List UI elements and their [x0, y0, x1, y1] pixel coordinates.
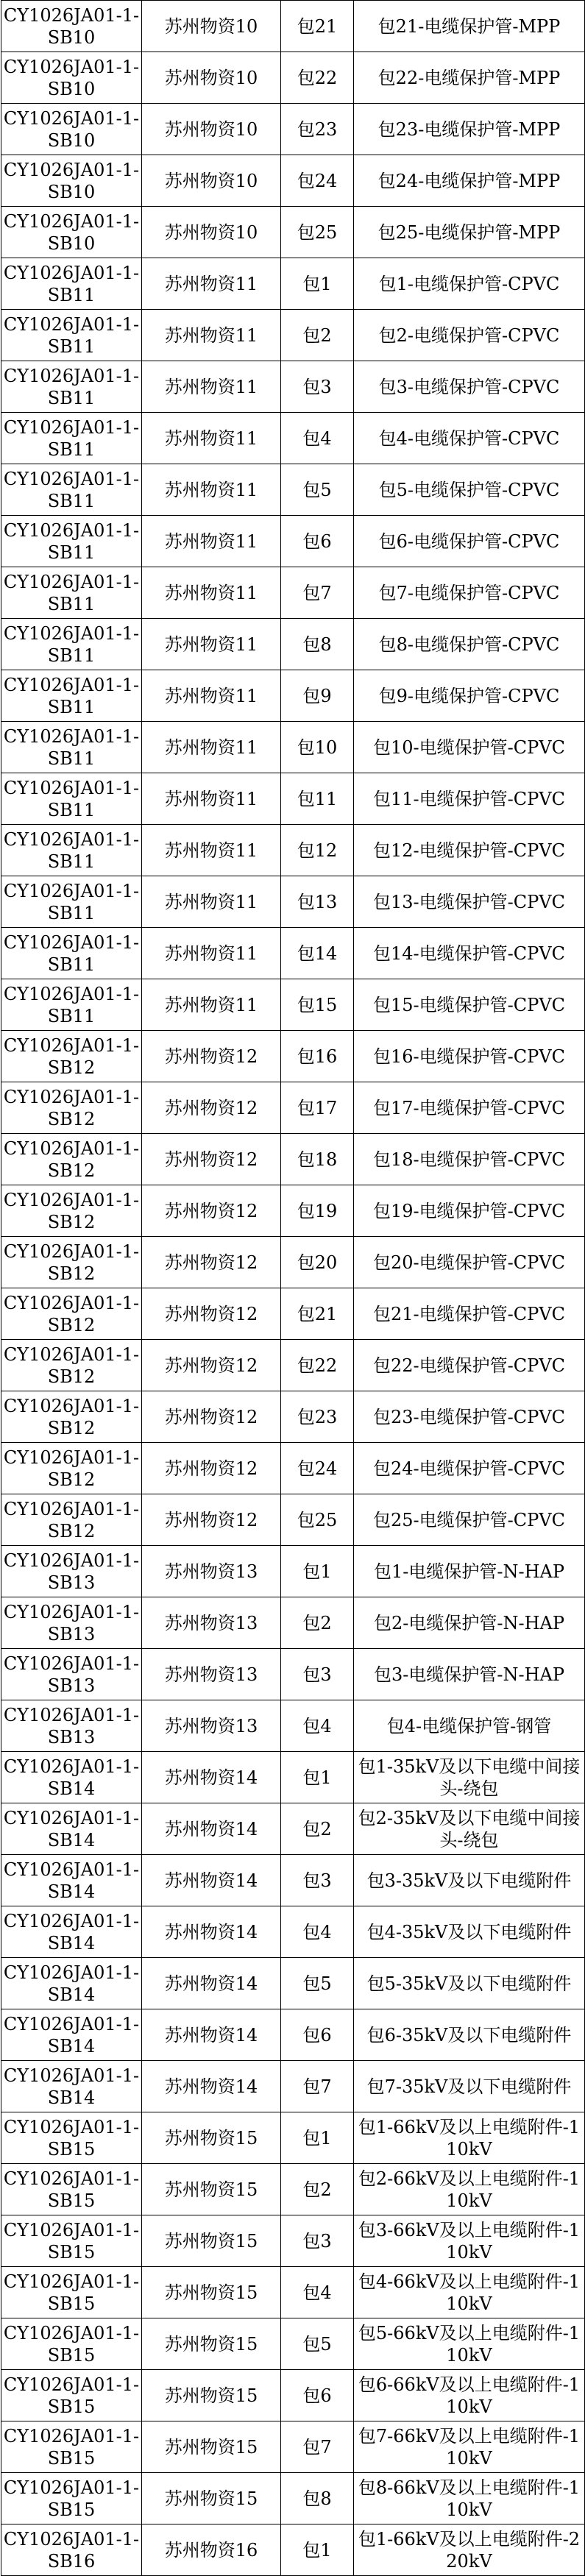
project-code-cell: CY1026JA01-1-SB12 — [1, 1494, 142, 1546]
supplier-name-cell: 苏州物资11 — [142, 928, 281, 979]
project-code-cell: CY1026JA01-1-SB11 — [1, 928, 142, 979]
project-code-cell: CY1026JA01-1-SB11 — [1, 310, 142, 361]
package-number-cell: 包1 — [281, 1546, 354, 1597]
package-number-cell: 包16 — [281, 1031, 354, 1082]
supplier-name-cell: 苏州物资12 — [142, 1340, 281, 1391]
package-description-cell: 包1-电缆保护管-N-HAP — [354, 1546, 585, 1597]
package-description-cell: 包6-电缆保护管-CPVC — [354, 516, 585, 567]
package-description-cell: 包12-电缆保护管-CPVC — [354, 825, 585, 876]
supplier-name-cell: 苏州物资12 — [142, 1237, 281, 1288]
project-code-cell: CY1026JA01-1-SB11 — [1, 876, 142, 928]
project-code-cell: CY1026JA01-1-SB10 — [1, 104, 142, 155]
supplier-name-cell: 苏州物资11 — [142, 670, 281, 722]
supplier-name-cell: 苏州物资11 — [142, 567, 281, 619]
package-description-cell: 包1-66kV及以上电缆附件-220kV — [354, 2524, 585, 2576]
table-row — [1, 876, 585, 928]
package-number-cell: 包1 — [281, 2112, 354, 2164]
package-number-cell: 包23 — [281, 1391, 354, 1443]
package-description-cell: 包15-电缆保护管-CPVC — [354, 979, 585, 1031]
supplier-name-cell: 苏州物资15 — [142, 2370, 281, 2421]
package-number-cell: 包2 — [281, 1803, 354, 1855]
project-code-cell: CY1026JA01-1-SB10 — [1, 52, 142, 104]
supplier-name-cell: 苏州物资11 — [142, 979, 281, 1031]
package-description-cell: 包10-电缆保护管-CPVC — [354, 722, 585, 773]
package-description-cell: 包14-电缆保护管-CPVC — [354, 928, 585, 979]
package-number-cell: 包10 — [281, 722, 354, 773]
package-description-cell: 包4-35kV及以下电缆附件 — [354, 1906, 585, 1958]
table-row — [1, 1031, 585, 1082]
supplier-name-cell: 苏州物资10 — [142, 104, 281, 155]
package-number-cell: 包13 — [281, 876, 354, 928]
table-row — [1, 516, 585, 567]
table-row — [1, 1803, 585, 1855]
table-row — [1, 2524, 585, 2576]
package-description-cell: 包2-66kV及以上电缆附件-110kV — [354, 2164, 585, 2215]
project-code-cell: CY1026JA01-1-SB12 — [1, 1288, 142, 1340]
package-number-cell: 包7 — [281, 2421, 354, 2473]
supplier-name-cell: 苏州物资11 — [142, 516, 281, 567]
table-row — [1, 207, 585, 258]
supplier-name-cell: 苏州物资14 — [142, 1803, 281, 1855]
table-row — [1, 310, 585, 361]
project-code-cell: CY1026JA01-1-SB12 — [1, 1391, 142, 1443]
project-code-cell: CY1026JA01-1-SB15 — [1, 2370, 142, 2421]
package-number-cell: 包6 — [281, 2370, 354, 2421]
package-description-cell: 包4-电缆保护管-CPVC — [354, 413, 585, 464]
table-row — [1, 1288, 585, 1340]
package-description-cell: 包2-35kV及以下电缆中间接头-绕包 — [354, 1803, 585, 1855]
table-row — [1, 2164, 585, 2215]
project-code-cell: CY1026JA01-1-SB12 — [1, 1082, 142, 1134]
supplier-name-cell: 苏州物资15 — [142, 2473, 281, 2524]
package-description-cell: 包8-电缆保护管-CPVC — [354, 619, 585, 670]
project-code-cell: CY1026JA01-1-SB11 — [1, 979, 142, 1031]
table-row — [1, 2318, 585, 2370]
table-row — [1, 2061, 585, 2112]
package-description-cell: 包3-电缆保护管-CPVC — [354, 361, 585, 413]
project-code-cell: CY1026JA01-1-SB15 — [1, 2215, 142, 2267]
supplier-name-cell: 苏州物资11 — [142, 876, 281, 928]
table-row — [1, 1546, 585, 1597]
package-description-cell: 包24-电缆保护管-MPP — [354, 155, 585, 207]
table-body — [1, 1, 585, 2576]
package-number-cell: 包25 — [281, 1494, 354, 1546]
package-description-cell: 包3-电缆保护管-N-HAP — [354, 1649, 585, 1700]
table-row — [1, 1958, 585, 2009]
package-number-cell: 包23 — [281, 104, 354, 155]
supplier-name-cell: 苏州物资15 — [142, 2215, 281, 2267]
project-code-cell: CY1026JA01-1-SB14 — [1, 1803, 142, 1855]
project-code-cell: CY1026JA01-1-SB11 — [1, 619, 142, 670]
supplier-name-cell: 苏州物资11 — [142, 722, 281, 773]
package-number-cell: 包11 — [281, 773, 354, 825]
project-code-cell: CY1026JA01-1-SB13 — [1, 1649, 142, 1700]
table-row — [1, 2370, 585, 2421]
project-code-cell: CY1026JA01-1-SB15 — [1, 2164, 142, 2215]
package-number-cell: 包4 — [281, 1906, 354, 1958]
table-row — [1, 722, 585, 773]
supplier-name-cell: 苏州物资12 — [142, 1443, 281, 1494]
project-code-cell: CY1026JA01-1-SB11 — [1, 464, 142, 516]
project-code-cell: CY1026JA01-1-SB10 — [1, 155, 142, 207]
project-code-cell: CY1026JA01-1-SB12 — [1, 1443, 142, 1494]
package-number-cell: 包3 — [281, 361, 354, 413]
project-code-cell: CY1026JA01-1-SB12 — [1, 1134, 142, 1185]
table-row — [1, 1649, 585, 1700]
package-description-cell: 包7-66kV及以上电缆附件-110kV — [354, 2421, 585, 2473]
package-description-cell: 包5-电缆保护管-CPVC — [354, 464, 585, 516]
table-row — [1, 104, 585, 155]
package-number-cell: 包25 — [281, 207, 354, 258]
table-row — [1, 825, 585, 876]
package-number-cell: 包7 — [281, 567, 354, 619]
project-code-cell: CY1026JA01-1-SB14 — [1, 2061, 142, 2112]
package-description-cell: 包5-66kV及以上电缆附件-110kV — [354, 2318, 585, 2370]
package-description-cell: 包16-电缆保护管-CPVC — [354, 1031, 585, 1082]
package-number-cell: 包4 — [281, 413, 354, 464]
package-number-cell: 包21 — [281, 1, 354, 52]
package-number-cell: 包4 — [281, 2267, 354, 2318]
package-number-cell: 包6 — [281, 2009, 354, 2061]
project-code-cell: CY1026JA01-1-SB12 — [1, 1031, 142, 1082]
package-description-cell: 包3-35kV及以下电缆附件 — [354, 1855, 585, 1906]
project-code-cell: CY1026JA01-1-SB14 — [1, 2009, 142, 2061]
supplier-name-cell: 苏州物资11 — [142, 619, 281, 670]
supplier-name-cell: 苏州物资12 — [142, 1082, 281, 1134]
table-row — [1, 670, 585, 722]
package-number-cell: 包8 — [281, 619, 354, 670]
supplier-name-cell: 苏州物资16 — [142, 2524, 281, 2576]
table-row — [1, 979, 585, 1031]
package-number-cell: 包3 — [281, 1855, 354, 1906]
package-number-cell: 包18 — [281, 1134, 354, 1185]
supplier-name-cell: 苏州物资14 — [142, 2061, 281, 2112]
supplier-name-cell: 苏州物资11 — [142, 258, 281, 310]
package-number-cell: 包2 — [281, 1597, 354, 1649]
supplier-name-cell: 苏州物资12 — [142, 1134, 281, 1185]
project-code-cell: CY1026JA01-1-SB15 — [1, 2267, 142, 2318]
project-code-cell: CY1026JA01-1-SB12 — [1, 1185, 142, 1237]
package-number-cell: 包6 — [281, 516, 354, 567]
package-number-cell: 包22 — [281, 52, 354, 104]
package-number-cell: 包2 — [281, 310, 354, 361]
supplier-name-cell: 苏州物资15 — [142, 2421, 281, 2473]
table-row — [1, 2112, 585, 2164]
supplier-name-cell: 苏州物资12 — [142, 1031, 281, 1082]
project-code-cell: CY1026JA01-1-SB14 — [1, 1855, 142, 1906]
table-row — [1, 1752, 585, 1803]
table-row — [1, 1494, 585, 1546]
package-description-cell: 包21-电缆保护管-MPP — [354, 1, 585, 52]
supplier-name-cell: 苏州物资13 — [142, 1546, 281, 1597]
supplier-name-cell: 苏州物资15 — [142, 2164, 281, 2215]
table-row — [1, 155, 585, 207]
table-row — [1, 2421, 585, 2473]
project-code-cell: CY1026JA01-1-SB11 — [1, 413, 142, 464]
supplier-name-cell: 苏州物资15 — [142, 2318, 281, 2370]
supplier-name-cell: 苏州物资11 — [142, 413, 281, 464]
table-row — [1, 1185, 585, 1237]
project-code-cell: CY1026JA01-1-SB15 — [1, 2473, 142, 2524]
package-number-cell: 包1 — [281, 1752, 354, 1803]
table-row — [1, 413, 585, 464]
package-description-cell: 包21-电缆保护管-CPVC — [354, 1288, 585, 1340]
project-code-cell: CY1026JA01-1-SB15 — [1, 2421, 142, 2473]
package-description-cell: 包2-电缆保护管-CPVC — [354, 310, 585, 361]
package-description-cell: 包1-电缆保护管-CPVC — [354, 258, 585, 310]
package-number-cell: 包5 — [281, 464, 354, 516]
supplier-name-cell: 苏州物资12 — [142, 1288, 281, 1340]
project-code-cell: CY1026JA01-1-SB11 — [1, 567, 142, 619]
project-code-cell: CY1026JA01-1-SB11 — [1, 516, 142, 567]
project-code-cell: CY1026JA01-1-SB13 — [1, 1546, 142, 1597]
table-row — [1, 2215, 585, 2267]
project-code-cell: CY1026JA01-1-SB11 — [1, 722, 142, 773]
table-row — [1, 1855, 585, 1906]
procurement-package-table — [1, 0, 585, 2576]
table-row — [1, 52, 585, 104]
package-description-cell: 包3-66kV及以上电缆附件-110kV — [354, 2215, 585, 2267]
supplier-name-cell: 苏州物资11 — [142, 464, 281, 516]
table-row — [1, 2267, 585, 2318]
package-number-cell: 包9 — [281, 670, 354, 722]
project-code-cell: CY1026JA01-1-SB14 — [1, 1906, 142, 1958]
package-description-cell: 包18-电缆保护管-CPVC — [354, 1134, 585, 1185]
table-row — [1, 361, 585, 413]
package-number-cell: 包15 — [281, 979, 354, 1031]
package-description-cell: 包23-电缆保护管-MPP — [354, 104, 585, 155]
table-row — [1, 1391, 585, 1443]
project-code-cell: CY1026JA01-1-SB13 — [1, 1597, 142, 1649]
package-number-cell: 包12 — [281, 825, 354, 876]
package-description-cell: 包19-电缆保护管-CPVC — [354, 1185, 585, 1237]
supplier-name-cell: 苏州物资10 — [142, 52, 281, 104]
table-row — [1, 1, 585, 52]
package-number-cell: 包5 — [281, 2318, 354, 2370]
table-row — [1, 2009, 585, 2061]
package-description-cell: 包25-电缆保护管-CPVC — [354, 1494, 585, 1546]
package-number-cell: 包17 — [281, 1082, 354, 1134]
supplier-name-cell: 苏州物资14 — [142, 2009, 281, 2061]
package-description-cell: 包17-电缆保护管-CPVC — [354, 1082, 585, 1134]
supplier-name-cell: 苏州物资11 — [142, 825, 281, 876]
table-row — [1, 464, 585, 516]
package-number-cell: 包24 — [281, 1443, 354, 1494]
package-number-cell: 包2 — [281, 2164, 354, 2215]
package-number-cell: 包8 — [281, 2473, 354, 2524]
project-code-cell: CY1026JA01-1-SB15 — [1, 2112, 142, 2164]
package-number-cell: 包1 — [281, 2524, 354, 2576]
package-description-cell: 包8-66kV及以上电缆附件-110kV — [354, 2473, 585, 2524]
package-description-cell: 包7-电缆保护管-CPVC — [354, 567, 585, 619]
package-number-cell: 包4 — [281, 1700, 354, 1752]
package-number-cell: 包5 — [281, 1958, 354, 2009]
package-number-cell: 包3 — [281, 1649, 354, 1700]
package-number-cell: 包3 — [281, 2215, 354, 2267]
table-row — [1, 928, 585, 979]
supplier-name-cell: 苏州物资10 — [142, 1, 281, 52]
supplier-name-cell: 苏州物资15 — [142, 2267, 281, 2318]
project-code-cell: CY1026JA01-1-SB15 — [1, 2318, 142, 2370]
supplier-name-cell: 苏州物资13 — [142, 1700, 281, 1752]
table-row — [1, 1597, 585, 1649]
package-description-cell: 包4-电缆保护管-钢管 — [354, 1700, 585, 1752]
supplier-name-cell: 苏州物资14 — [142, 1906, 281, 1958]
package-number-cell: 包14 — [281, 928, 354, 979]
package-description-cell: 包23-电缆保护管-CPVC — [354, 1391, 585, 1443]
package-description-cell: 包6-66kV及以上电缆附件-110kV — [354, 2370, 585, 2421]
package-number-cell: 包20 — [281, 1237, 354, 1288]
table-row — [1, 567, 585, 619]
table-row — [1, 1443, 585, 1494]
supplier-name-cell: 苏州物资10 — [142, 155, 281, 207]
package-description-cell: 包1-35kV及以下电缆中间接头-绕包 — [354, 1752, 585, 1803]
package-description-cell: 包2-电缆保护管-N-HAP — [354, 1597, 585, 1649]
supplier-name-cell: 苏州物资14 — [142, 1958, 281, 2009]
project-code-cell: CY1026JA01-1-SB11 — [1, 825, 142, 876]
table-row — [1, 1237, 585, 1288]
supplier-name-cell: 苏州物资14 — [142, 1855, 281, 1906]
table-row — [1, 1082, 585, 1134]
supplier-name-cell: 苏州物资13 — [142, 1597, 281, 1649]
package-description-cell: 包4-66kV及以上电缆附件-110kV — [354, 2267, 585, 2318]
project-code-cell: CY1026JA01-1-SB16 — [1, 2524, 142, 2576]
package-number-cell: 包24 — [281, 155, 354, 207]
project-code-cell: CY1026JA01-1-SB12 — [1, 1340, 142, 1391]
supplier-name-cell: 苏州物资10 — [142, 207, 281, 258]
package-number-cell: 包7 — [281, 2061, 354, 2112]
project-code-cell: CY1026JA01-1-SB11 — [1, 258, 142, 310]
project-code-cell: CY1026JA01-1-SB10 — [1, 1, 142, 52]
table-row — [1, 619, 585, 670]
supplier-name-cell: 苏州物资13 — [142, 1649, 281, 1700]
package-description-cell: 包22-电缆保护管-MPP — [354, 52, 585, 104]
table-row — [1, 258, 585, 310]
table-row — [1, 1134, 585, 1185]
package-number-cell: 包19 — [281, 1185, 354, 1237]
project-code-cell: CY1026JA01-1-SB11 — [1, 361, 142, 413]
project-code-cell: CY1026JA01-1-SB10 — [1, 207, 142, 258]
supplier-name-cell: 苏州物资15 — [142, 2112, 281, 2164]
project-code-cell: CY1026JA01-1-SB12 — [1, 1237, 142, 1288]
supplier-name-cell: 苏州物资11 — [142, 361, 281, 413]
package-description-cell: 包20-电缆保护管-CPVC — [354, 1237, 585, 1288]
project-code-cell: CY1026JA01-1-SB11 — [1, 773, 142, 825]
project-code-cell: CY1026JA01-1-SB14 — [1, 1958, 142, 2009]
package-description-cell: 包7-35kV及以下电缆附件 — [354, 2061, 585, 2112]
table-row — [1, 2473, 585, 2524]
project-code-cell: CY1026JA01-1-SB14 — [1, 1752, 142, 1803]
package-number-cell: 包22 — [281, 1340, 354, 1391]
supplier-name-cell: 苏州物资11 — [142, 310, 281, 361]
supplier-name-cell: 苏州物资14 — [142, 1752, 281, 1803]
package-description-cell: 包1-66kV及以上电缆附件-110kV — [354, 2112, 585, 2164]
package-description-cell: 包6-35kV及以下电缆附件 — [354, 2009, 585, 2061]
supplier-name-cell: 苏州物资12 — [142, 1494, 281, 1546]
package-description-cell: 包9-电缆保护管-CPVC — [354, 670, 585, 722]
supplier-name-cell: 苏州物资11 — [142, 773, 281, 825]
package-number-cell: 包21 — [281, 1288, 354, 1340]
package-description-cell: 包25-电缆保护管-MPP — [354, 207, 585, 258]
table-row — [1, 1906, 585, 1958]
project-code-cell: CY1026JA01-1-SB13 — [1, 1700, 142, 1752]
table-row — [1, 1700, 585, 1752]
package-description-cell: 包5-35kV及以下电缆附件 — [354, 1958, 585, 2009]
table-row — [1, 1340, 585, 1391]
supplier-name-cell: 苏州物资12 — [142, 1185, 281, 1237]
package-number-cell: 包1 — [281, 258, 354, 310]
package-description-cell: 包22-电缆保护管-CPVC — [354, 1340, 585, 1391]
project-code-cell: CY1026JA01-1-SB11 — [1, 670, 142, 722]
package-description-cell: 包13-电缆保护管-CPVC — [354, 876, 585, 928]
table-row — [1, 773, 585, 825]
package-description-cell: 包11-电缆保护管-CPVC — [354, 773, 585, 825]
package-description-cell: 包24-电缆保护管-CPVC — [354, 1443, 585, 1494]
supplier-name-cell: 苏州物资12 — [142, 1391, 281, 1443]
